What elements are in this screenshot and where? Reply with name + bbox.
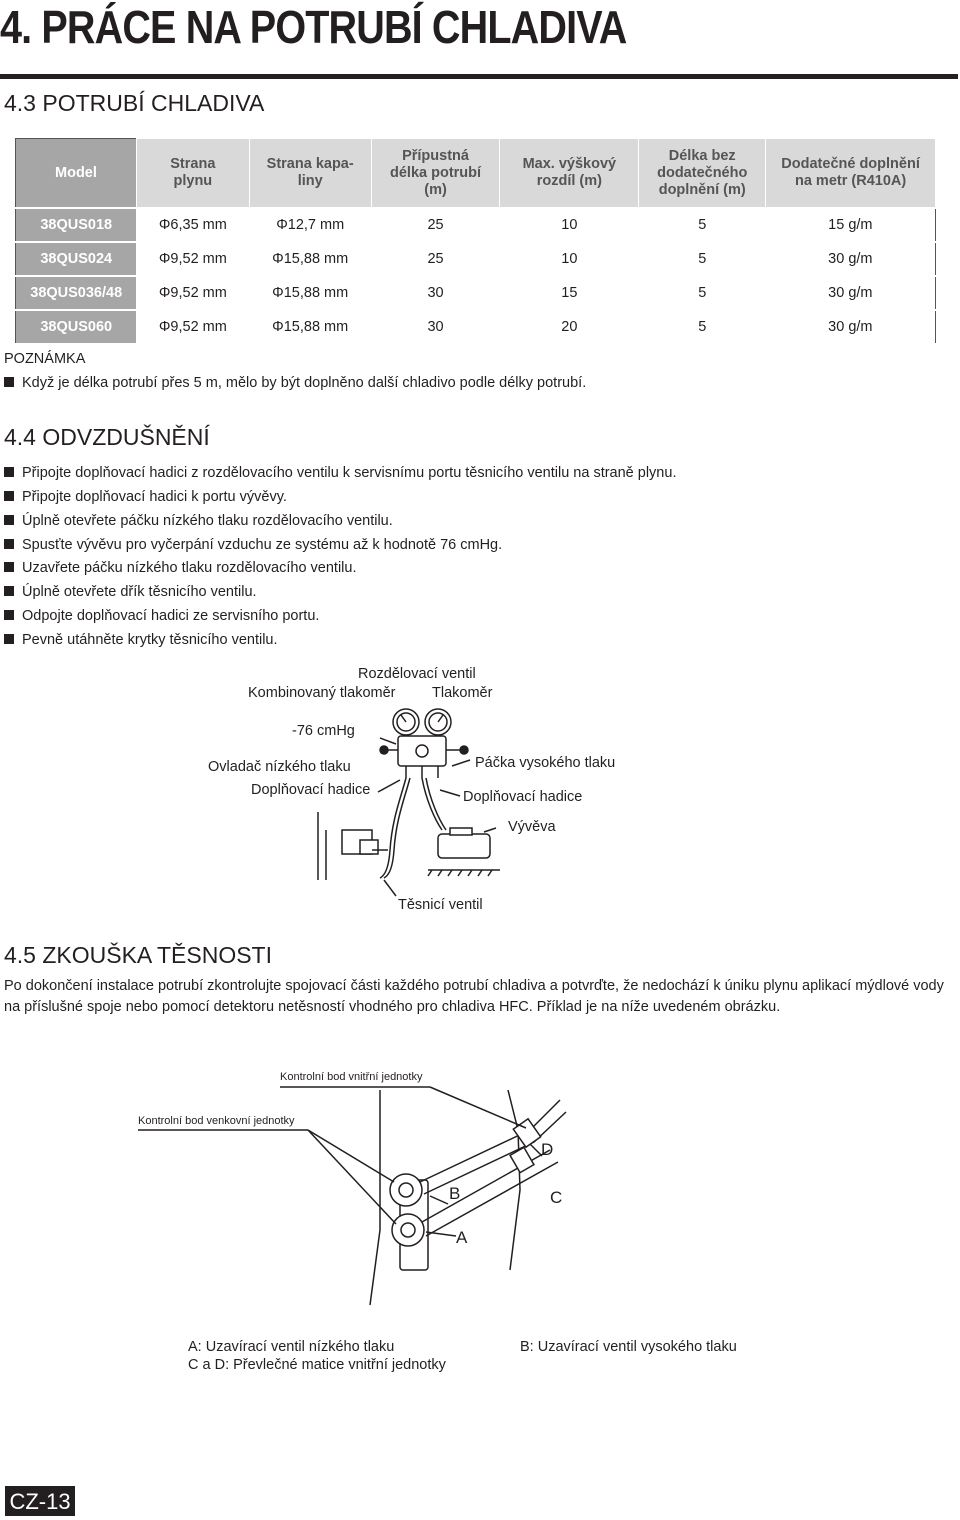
label-letter-c: C (550, 1188, 563, 1207)
cell: 5 (639, 242, 766, 276)
cell: 30 (371, 310, 500, 344)
header-no-charge-length: Délka bez dodatečného doplnění (m) (639, 139, 766, 209)
table-row (16, 310, 936, 344)
label-low-pressure-handle: Ovladač nízkého tlaku (208, 759, 351, 775)
list-item: Pevně utáhněte krytky těsnicího ventilu. (4, 632, 278, 648)
cell: 10 (500, 208, 639, 242)
header-model: Model (16, 139, 137, 209)
cell: Φ9,52 mm (136, 242, 249, 276)
cell: Φ15,88 mm (249, 242, 371, 276)
bullet-square-icon (4, 610, 14, 620)
label-charge-hose-right: Doplňovací hadice (463, 789, 583, 805)
label-charge-hose-left: Doplňovací hadice (251, 782, 371, 798)
cell: Φ12,7 mm (249, 208, 371, 242)
refrigerant-pipe-table (15, 138, 936, 345)
bullet-square-icon (4, 586, 14, 596)
cell: 10 (500, 242, 639, 276)
bullet-square-icon (4, 377, 14, 387)
label-pressure-gauge: Tlakoměr (432, 685, 493, 701)
legend-a: A: Uzavírací ventil nízkého tlaku (188, 1339, 395, 1355)
list-item: Uzavřete páčku nízkého tlaku rozdělovacího ventilu. (4, 560, 357, 576)
list-item: Připojte doplňovací hadici k portu vývěvy. (4, 489, 287, 505)
label-service-valve: Těsnicí ventil (398, 897, 483, 913)
cell: 15 (500, 276, 639, 310)
legend-b: B: Uzavírací ventil vysokého tlaku (520, 1339, 737, 1355)
label-vacuum-pump: Vývěva (508, 819, 556, 835)
cell: 25 (371, 208, 500, 242)
header-max-height: Max. výškový rozdíl (m) (500, 139, 639, 209)
cell: Φ15,88 mm (249, 310, 371, 344)
section-heading-4-4: 4.4 ODVZDUŠNĚNÍ (4, 424, 210, 450)
label-letter-b: B (449, 1184, 461, 1203)
cell-model: 38QUS036/48 (16, 276, 137, 310)
cell: 30 g/m (766, 242, 936, 276)
cell: Φ9,52 mm (136, 276, 249, 310)
legend-cd: C a D: Převlečné matice vnitřní jednotky (188, 1357, 446, 1373)
header-additional-charge: Dodatečné doplnění na metr (R410A) (766, 139, 936, 209)
leak-test-diagram (130, 1070, 580, 1310)
label-outdoor-check-point: Kontrolní bod venkovní jednotky (138, 1115, 295, 1127)
table-row (16, 276, 936, 310)
label-high-pressure-handle: Páčka vysokého tlaku (475, 755, 616, 771)
bullet-square-icon (4, 562, 14, 572)
section-heading-4-5: 4.5 ZKOUŠKA TĚSNOSTI (4, 942, 272, 968)
label-manifold-valve: Rozdělovací ventil (358, 666, 476, 682)
cell: 25 (371, 242, 500, 276)
cell: 15 g/m (766, 208, 936, 242)
section-heading-4-3: 4.3 POTRUBÍ CHLADIVA (4, 90, 265, 116)
cell: 30 (371, 276, 500, 310)
label-compound-gauge: Kombinovaný tlakoměr (248, 685, 396, 701)
bullet-square-icon (4, 634, 14, 644)
list-item: Spusťte vývěvu pro vyčerpání vzduchu ze systému až k hodnotě 76 cmHg. (4, 537, 502, 553)
header-gas-side: Strana plynu (136, 139, 249, 209)
bullet-square-icon (4, 491, 14, 501)
bullet-square-icon (4, 515, 14, 525)
label-letter-a: A (456, 1228, 468, 1247)
cell: 5 (639, 208, 766, 242)
header-allowed-length: Přípustná délka potrubí (m) (371, 139, 500, 209)
cell: Φ9,52 mm (136, 310, 249, 344)
page-title: 4. PRÁCE NA POTRUBÍ CHLADIVA (0, 1, 627, 53)
cell-model: 38QUS060 (16, 310, 137, 344)
list-item: Úplně otevřete dřík těsnicího ventilu. (4, 584, 257, 600)
cell: 5 (639, 310, 766, 344)
bullet-square-icon (4, 467, 14, 477)
table-row (16, 208, 936, 242)
cell: 20 (500, 310, 639, 344)
table-header-row (16, 139, 936, 209)
label-indoor-check-point: Kontrolní bod vnitřní jednotky (280, 1071, 423, 1083)
leak-test-paragraph: Po dokončení instalace potrubí zkontrolujte spojovací části každého potrubí chladiva a potvrďte, že nedochází k úniku plynu aplikací mýdlové vody na příslušné spoje nebo pomocí detektoru netěsností vhodného pro chladiva HFC. Příklad je na níže uvedeném obrázku. (4, 978, 944, 1015)
low-pressure-valve-icon (392, 1214, 424, 1246)
header-liquid-side: Strana kapa- liny (249, 139, 371, 209)
list-item: Odpojte doplňovací hadici ze servisního portu. (4, 608, 319, 624)
cell-model: 38QUS024 (16, 242, 137, 276)
note-label: POZNÁMKA (4, 351, 86, 367)
cell: 5 (639, 276, 766, 310)
high-pressure-valve-icon (390, 1174, 422, 1206)
cell-model: 38QUS018 (16, 208, 137, 242)
cell: Φ15,88 mm (249, 276, 371, 310)
list-item: Připojte doplňovací hadici z rozdělovacího ventilu k servisnímu portu těsnicího ventilu na straně plynu. (4, 465, 676, 481)
label-letter-d: D (541, 1140, 554, 1159)
table-row (16, 242, 936, 276)
cell: Φ6,35 mm (136, 208, 249, 242)
list-item: Úplně otevřete páčku nízkého tlaku rozdělovacího ventilu. (4, 513, 393, 529)
cell: 30 g/m (766, 310, 936, 344)
label-vacuum-reading: -76 cmHg (292, 723, 355, 739)
bullet-square-icon (4, 539, 14, 549)
note-item: Když je délka potrubí přes 5 m, mělo by být doplněno další chladivo podle délky potrubí. (4, 375, 586, 391)
page-number: CZ-13 (5, 1486, 75, 1516)
title-divider (0, 74, 958, 79)
cell: 30 g/m (766, 276, 936, 310)
